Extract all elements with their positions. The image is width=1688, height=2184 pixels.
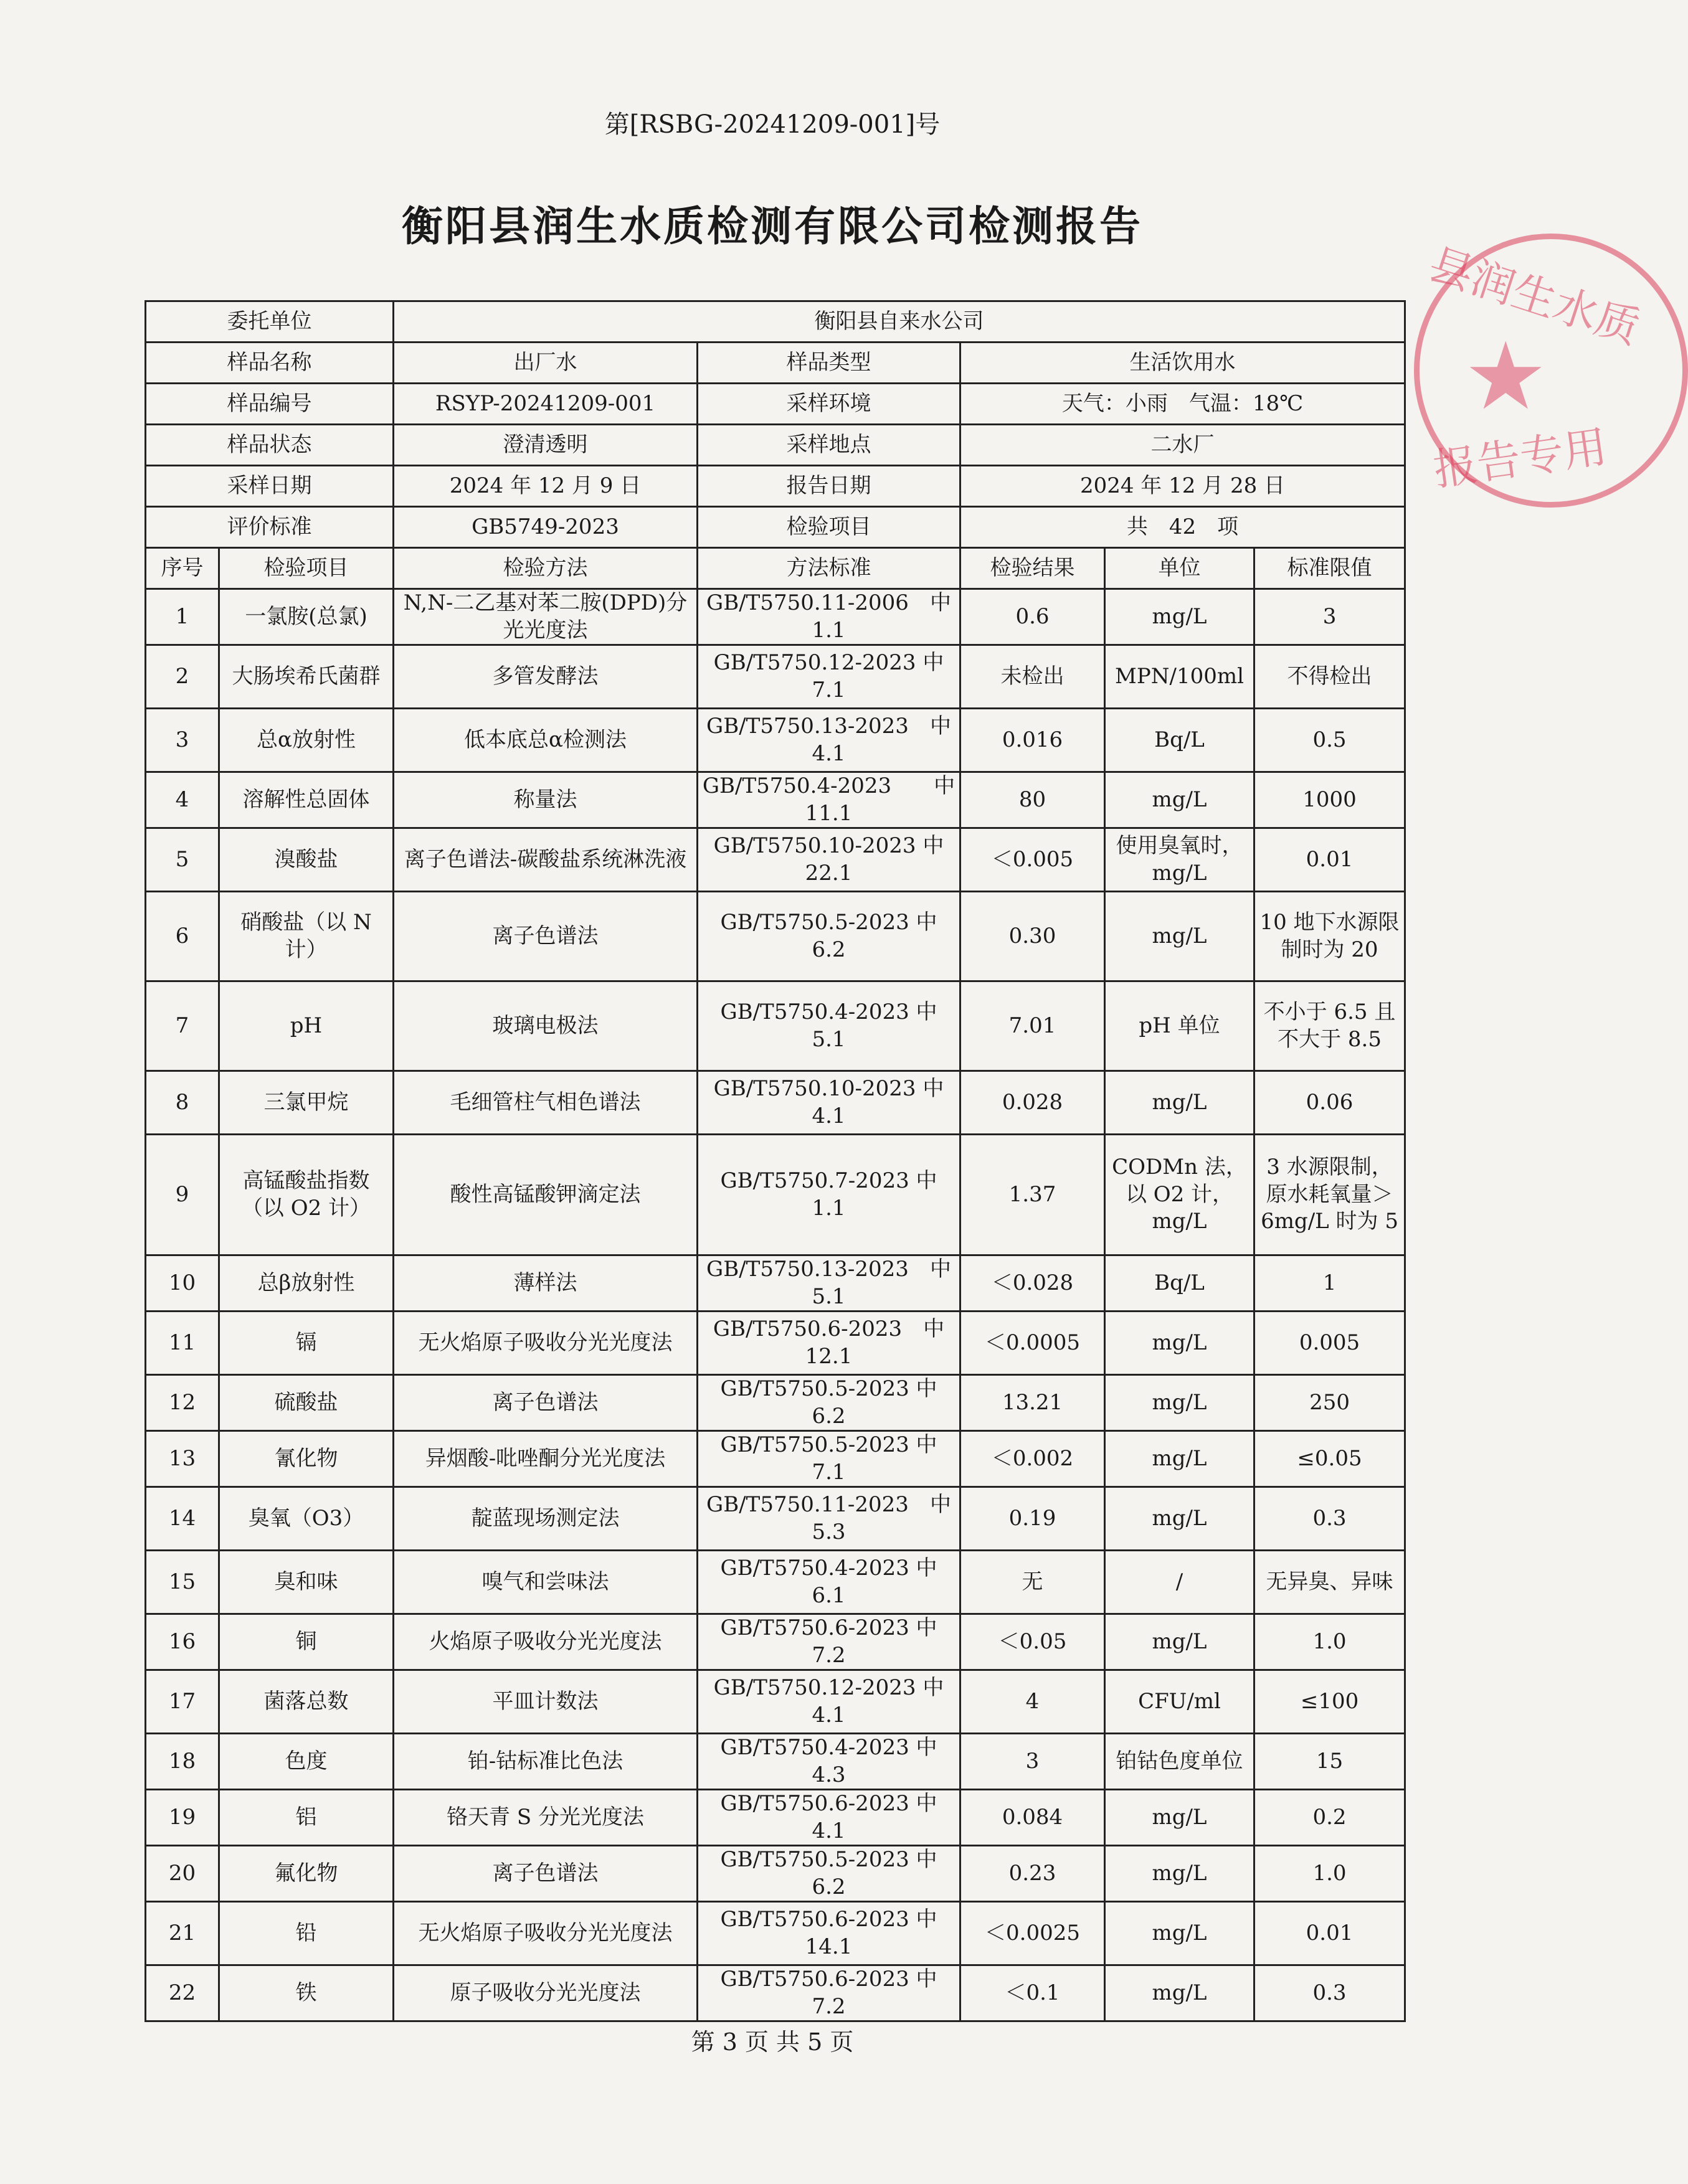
cell-item: 铝 [219,1790,394,1846]
cell-unit: 铂钴色度单位 [1105,1734,1254,1790]
cell-result: 0.30 [960,892,1105,981]
cell-no: 6 [146,892,219,981]
table-row [146,1071,1405,1135]
cell-limit: ≤100 [1254,1670,1405,1734]
cell-unit: mg/L [1105,1487,1254,1551]
cell-std: GB/T5750.10-2023 中 4.1 [698,1071,960,1135]
cell-unit: mg/L [1105,1431,1254,1487]
table-row [146,709,1405,772]
table-row [146,1846,1405,1902]
table-row [146,772,1405,828]
col-header-method: 检验方法 [394,548,698,589]
cell-item: 铅 [219,1902,394,1965]
table-row [146,1790,1405,1846]
col-header-unit: 单位 [1105,548,1254,589]
sampling-env-label: 采样环境 [698,384,960,425]
sample-type-value: 生活饮用水 [960,343,1405,384]
cell-method: 无火焰原子吸收分光光度法 [394,1902,698,1965]
table-row [146,1965,1405,2021]
sample-state-value: 澄清透明 [394,425,698,466]
cell-unit: pH 单位 [1105,981,1254,1071]
cell-std: GB/T5750.6-2023 中 7.2 [698,1965,960,2021]
page-footer: 第 3 页 共 5 页 [691,2028,854,2056]
cell-unit: MPN/100ml [1105,645,1254,709]
cell-no: 14 [146,1487,219,1551]
cell-method: 原子吸收分光光度法 [394,1965,698,2021]
table-row [146,1135,1405,1255]
cell-method: 靛蓝现场测定法 [394,1487,698,1551]
report-date-label: 报告日期 [698,466,960,507]
info-row-standard [146,507,1405,548]
cell-unit: mg/L [1105,1375,1254,1431]
items-label: 检验项目 [698,507,960,548]
table-row [146,981,1405,1071]
sample-name-value: 出厂水 [394,343,698,384]
cell-item: 硝酸盐（以 N 计） [219,892,394,981]
client-value: 衡阳县自来水公司 [394,301,1405,343]
cell-no: 2 [146,645,219,709]
cell-limit: 不小于 6.5 且不大于 8.5 [1254,981,1405,1071]
cell-method: 低本底总α检测法 [394,709,698,772]
cell-limit: 10 地下水源限制时为 20 [1254,892,1405,981]
table-row [146,589,1405,645]
cell-method: 铬天青 S 分光光度法 [394,1790,698,1846]
table-row [146,1431,1405,1487]
cell-std: GB/T5750.6-2023 中 14.1 [698,1902,960,1965]
info-row-id [146,384,1405,425]
report-table [145,300,1406,2022]
info-row-state [146,425,1405,466]
cell-std: GB/T5750.12-2023 中 7.1 [698,645,960,709]
cell-no: 10 [146,1255,219,1312]
cell-item: pH [219,981,394,1071]
cell-item: 色度 [219,1734,394,1790]
cell-std: GB/T5750.10-2023 中 22.1 [698,828,960,892]
cell-std: GB/T5750.4-2023 中 11.1 [698,772,960,828]
cell-no: 7 [146,981,219,1071]
cell-item: 菌落总数 [219,1670,394,1734]
standard-label: 评价标准 [146,507,394,548]
report-date-value: 2024 年 12 月 28 日 [960,466,1405,507]
client-label: 委托单位 [146,301,394,343]
cell-no: 13 [146,1431,219,1487]
sample-state-label: 样品状态 [146,425,394,466]
cell-unit: mg/L [1105,772,1254,828]
cell-result: 13.21 [960,1375,1105,1431]
cell-result: ＜0.1 [960,1965,1105,2021]
seal-star-icon: ★ [1464,323,1548,431]
col-header-std: 方法标准 [698,548,960,589]
cell-unit: mg/L [1105,1965,1254,2021]
table-row [146,1255,1405,1312]
cell-no: 4 [146,772,219,828]
cell-item: 总β放射性 [219,1255,394,1312]
cell-limit: 0.01 [1254,828,1405,892]
items-value: 共 42 项 [960,507,1405,548]
cell-limit: 无异臭、异味 [1254,1551,1405,1614]
cell-limit: 0.06 [1254,1071,1405,1135]
cell-limit: 15 [1254,1734,1405,1790]
cell-item: 臭和味 [219,1551,394,1614]
cell-result: 0.6 [960,589,1105,645]
cell-unit: mg/L [1105,1846,1254,1902]
cell-method: 离子色谱法 [394,1846,698,1902]
cell-std: GB/T5750.12-2023 中 4.1 [698,1670,960,1734]
cell-no: 20 [146,1846,219,1902]
info-row-date [146,466,1405,507]
info-row-client [146,301,1405,343]
cell-method: 异烟酸-吡唑酮分光光度法 [394,1431,698,1487]
cell-std: GB/T5750.4-2023 中 6.1 [698,1551,960,1614]
cell-no: 5 [146,828,219,892]
cell-result: 4 [960,1670,1105,1734]
cell-item: 氰化物 [219,1431,394,1487]
cell-item: 一氯胺(总氯) [219,589,394,645]
cell-std: GB/T5750.5-2023 中 6.2 [698,1846,960,1902]
cell-unit: mg/L [1105,1614,1254,1670]
cell-method: 玻璃电极法 [394,981,698,1071]
sample-type-label: 样品类型 [698,343,960,384]
column-header-row [146,548,1405,589]
cell-no: 21 [146,1902,219,1965]
col-header-no: 序号 [146,548,219,589]
cell-result: 0.016 [960,709,1105,772]
cell-result: ＜0.0025 [960,1902,1105,1965]
cell-item: 硫酸盐 [219,1375,394,1431]
table-row [146,1375,1405,1431]
cell-no: 11 [146,1312,219,1375]
cell-std: GB/T5750.4-2023 中 4.3 [698,1734,960,1790]
sampling-date-value: 2024 年 12 月 9 日 [394,466,698,507]
cell-std: GB/T5750.4-2023 中 5.1 [698,981,960,1071]
cell-result: 0.23 [960,1846,1105,1902]
cell-method: 离子色谱法-碳酸盐系统淋洗液 [394,828,698,892]
cell-no: 18 [146,1734,219,1790]
cell-item: 大肠埃希氏菌群 [219,645,394,709]
cell-unit: mg/L [1105,1790,1254,1846]
sampling-env-value: 天气：小雨 气温：18℃ [960,384,1405,425]
cell-unit: Bq/L [1105,1255,1254,1312]
table-row [146,1551,1405,1614]
cell-no: 8 [146,1071,219,1135]
seal-bottom-text: 报告专用 [1430,420,1611,496]
cell-method: 离子色谱法 [394,892,698,981]
table-row [146,1312,1405,1375]
cell-std: GB/T5750.11-2023 中 5.3 [698,1487,960,1551]
cell-no: 9 [146,1135,219,1255]
table-row [146,1614,1405,1670]
cell-limit: ≤0.05 [1254,1431,1405,1487]
cell-method: 离子色谱法 [394,1375,698,1431]
cell-limit: 0.3 [1254,1965,1405,2021]
col-header-item: 检验项目 [219,548,394,589]
cell-item: 铜 [219,1614,394,1670]
sampling-site-label: 采样地点 [698,425,960,466]
cell-unit: CFU/ml [1105,1670,1254,1734]
table-row [146,1670,1405,1734]
table-row [146,1487,1405,1551]
cell-limit: 1.0 [1254,1614,1405,1670]
cell-method: 无火焰原子吸收分光光度法 [394,1312,698,1375]
cell-no: 16 [146,1614,219,1670]
cell-unit: mg/L [1105,1071,1254,1135]
cell-item: 臭氧（O3） [219,1487,394,1551]
sample-id-value: RSYP-20241209-001 [394,384,698,425]
cell-limit: 0.01 [1254,1902,1405,1965]
col-header-result: 检验结果 [960,548,1105,589]
info-row-name [146,343,1405,384]
cell-limit: 1000 [1254,772,1405,828]
cell-item: 溴酸盐 [219,828,394,892]
cell-item: 溶解性总固体 [219,772,394,828]
cell-item: 三氯甲烷 [219,1071,394,1135]
cell-no: 1 [146,589,219,645]
sample-name-label: 样品名称 [146,343,394,384]
cell-method: 铂-钴标准比色法 [394,1734,698,1790]
cell-std: GB/T5750.5-2023 中 6.2 [698,892,960,981]
cell-result: ＜0.0005 [960,1312,1105,1375]
cell-method: 火焰原子吸收分光光度法 [394,1614,698,1670]
cell-unit: mg/L [1105,892,1254,981]
cell-item: 氟化物 [219,1846,394,1902]
cell-result: 3 [960,1734,1105,1790]
cell-limit: 250 [1254,1375,1405,1431]
cell-method: 嗅气和尝味法 [394,1551,698,1614]
cell-std: GB/T5750.6-2023 中 4.1 [698,1790,960,1846]
cell-method: 多管发酵法 [394,645,698,709]
sample-id-label: 样品编号 [146,384,394,425]
col-header-limit: 标准限值 [1254,548,1405,589]
standard-value: GB5749-2023 [394,507,698,548]
cell-std: GB/T5750.6-2023 中 12.1 [698,1312,960,1375]
cell-std: GB/T5750.13-2023 中 4.1 [698,709,960,772]
cell-unit: mg/L [1105,589,1254,645]
cell-std: GB/T5750.5-2023 中 6.2 [698,1375,960,1431]
cell-no: 3 [146,709,219,772]
cell-result: 未检出 [960,645,1105,709]
sampling-site-value: 二水厂 [960,425,1405,466]
cell-method: 薄样法 [394,1255,698,1312]
cell-item: 高锰酸盐指数（以 O2 计） [219,1135,394,1255]
cell-item: 镉 [219,1312,394,1375]
cell-result: 0.19 [960,1487,1105,1551]
cell-result: 无 [960,1551,1105,1614]
cell-unit: / [1105,1551,1254,1614]
cell-result: 0.028 [960,1071,1105,1135]
cell-no: 22 [146,1965,219,2021]
report-number: 第[RSBG-20241209-001]号 [604,110,941,139]
cell-no: 12 [146,1375,219,1431]
cell-unit: mg/L [1105,1902,1254,1965]
cell-result: ＜0.028 [960,1255,1105,1312]
cell-limit: 1.0 [1254,1846,1405,1902]
cell-std: GB/T5750.6-2023 中 7.2 [698,1614,960,1670]
cell-method: 平皿计数法 [394,1670,698,1734]
cell-no: 19 [146,1790,219,1846]
cell-result: ＜0.05 [960,1614,1105,1670]
cell-unit: mg/L [1105,1312,1254,1375]
cell-std: GB/T5750.7-2023 中 1.1 [698,1135,960,1255]
sampling-date-label: 采样日期 [146,466,394,507]
cell-item: 铁 [219,1965,394,2021]
cell-limit: 0.2 [1254,1790,1405,1846]
cell-unit: Bq/L [1105,709,1254,772]
cell-limit: 0.3 [1254,1487,1405,1551]
cell-method: 酸性高锰酸钾滴定法 [394,1135,698,1255]
cell-limit: 0.005 [1254,1312,1405,1375]
cell-method: 称量法 [394,772,698,828]
cell-no: 15 [146,1551,219,1614]
cell-limit: 0.5 [1254,709,1405,772]
cell-result: ＜0.002 [960,1431,1105,1487]
cell-result: 1.37 [960,1135,1105,1255]
cell-result: ＜0.005 [960,828,1105,892]
cell-limit: 3 [1254,589,1405,645]
table-row [146,892,1405,981]
cell-unit: 使用臭氧时，mg/L [1105,828,1254,892]
cell-limit: 不得检出 [1254,645,1405,709]
seal-top-text: 县润生水质 [1423,238,1646,354]
cell-limit: 3 水源限制，原水耗氧量＞6mg/L 时为 5 [1254,1135,1405,1255]
cell-method: N,N-二乙基对苯二胺(DPD)分光光度法 [394,589,698,645]
cell-result: 7.01 [960,981,1105,1071]
cell-unit: CODMn 法，以 O2 计，mg/L [1105,1135,1254,1255]
cell-limit: 1 [1254,1255,1405,1312]
cell-result: 0.084 [960,1790,1105,1846]
report-title: 衡阳县润生水质检测有限公司检测报告 [402,202,1143,250]
cell-item: 总α放射性 [219,709,394,772]
table-row [146,1734,1405,1790]
table-row [146,645,1405,709]
cell-std: GB/T5750.13-2023 中 5.1 [698,1255,960,1312]
cell-std: GB/T5750.5-2023 中 7.1 [698,1431,960,1487]
cell-std: GB/T5750.11-2006 中 1.1 [698,589,960,645]
table-row [146,1902,1405,1965]
cell-no: 17 [146,1670,219,1734]
cell-method: 毛细管柱气相色谱法 [394,1071,698,1135]
table-row [146,828,1405,892]
cell-result: 80 [960,772,1105,828]
